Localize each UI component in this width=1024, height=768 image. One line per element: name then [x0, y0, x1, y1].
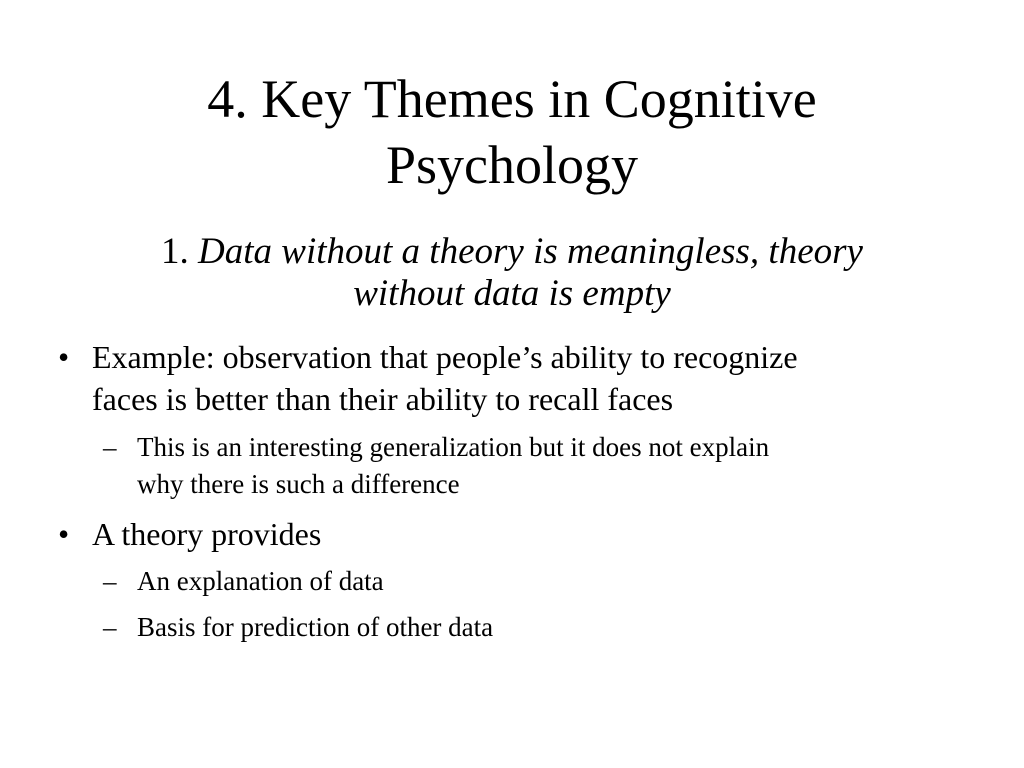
theme-number: 1. — [161, 231, 189, 272]
title-line-2: Psychology — [385, 135, 639, 195]
bullet-text — [92, 336, 978, 420]
bullet-text-line-2: faces is better than their ability to recall faces — [92, 381, 674, 417]
sub-bullet-item — [103, 429, 973, 503]
dash-marker: – — [103, 566, 117, 596]
sub-bullet-text: Basis for prediction of other data — [137, 612, 494, 642]
dash-marker: – — [103, 612, 117, 642]
bullet-marker: • — [58, 516, 70, 552]
sub-bullet-text — [137, 429, 973, 503]
sub-bullet-item — [103, 609, 973, 646]
bullet-marker: • — [58, 339, 70, 375]
dash-marker: – — [103, 432, 117, 462]
bullet-text: A theory provides — [92, 516, 322, 552]
sub-bullet-text-line-1: This is an interesting generalization but it does not explain — [137, 432, 770, 462]
sub-bullet-item — [103, 563, 973, 600]
theme-quote-line-1: Data without a theory is meaningless, theory — [198, 231, 863, 272]
bullet-text-line-1: Example: observation that people’s ability to recognize — [92, 339, 798, 375]
bullet-item — [58, 513, 978, 555]
title-line-1: 4. Key Themes in Cognitive — [207, 69, 817, 129]
sub-bullet-text: An explanation of data — [137, 566, 384, 596]
bullet-item — [58, 336, 978, 420]
theme-quote-line-2: without data is empty — [353, 273, 671, 314]
sub-bullet-text-line-2: why there is such a difference — [137, 469, 460, 499]
